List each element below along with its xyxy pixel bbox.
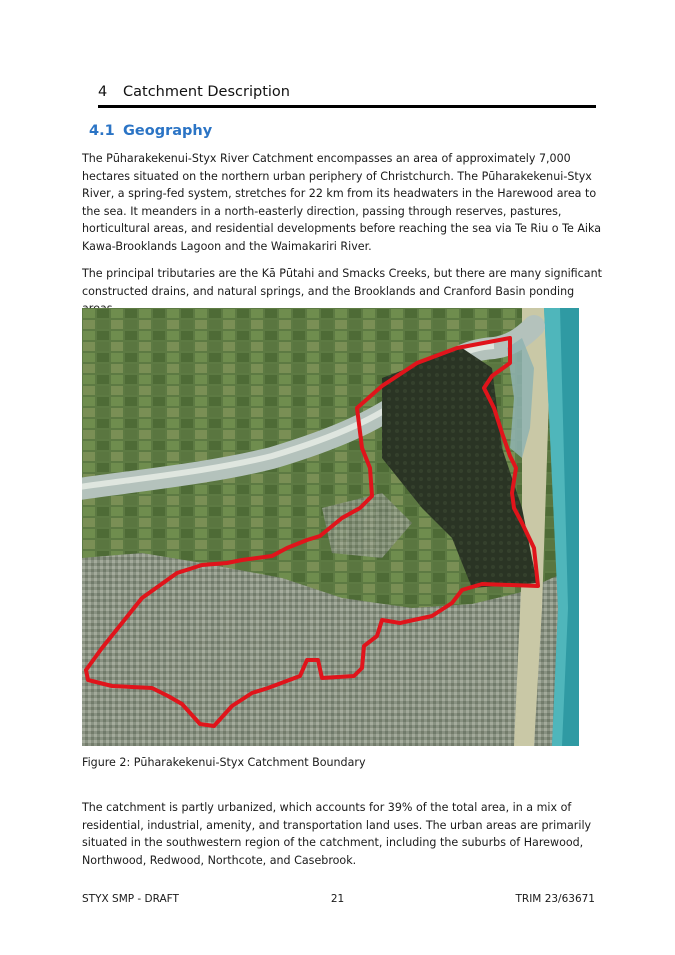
subsection-number: 4.1 xyxy=(89,123,115,139)
footer-trim-reference: TRIM 23/63671 xyxy=(515,893,595,905)
satellite-map xyxy=(82,308,579,746)
footer-document-label: STYX SMP - DRAFT xyxy=(82,893,179,905)
paragraph-geography-overview: The Pūharakekenui-Styx River Catchment encompasses an area of approximately 7,000 hectares situated on the northern urban periphery of Christchurch. The Pūharakekenui-Styx River, a spring-fed system, stretches for 22 km from its headwaters in the Harewood area to the sea. It meanders in a north-easterly direction, passing through reserves, pastures, horticultural areas, and residential developments before reaching the sea via Te Riu o Te Aika Kawa-Brooklands Lagoon and the Waimakariri River. xyxy=(82,152,602,253)
paragraph-tributaries: The principal tributaries are the Kā Pūtahi and Smacks Creeks, but there are many significant constructed drains, and natural springs, and the Brooklands and Cranford Basin ponding xyxy=(82,267,602,298)
catchment-map-figure xyxy=(82,308,579,746)
section-title: Catchment Description xyxy=(123,84,290,100)
footer-page-number: 21 xyxy=(330,893,345,905)
section-number: 4 xyxy=(98,84,108,100)
section-heading xyxy=(98,82,596,102)
subsection-title: Geography xyxy=(123,123,213,139)
subsection-heading xyxy=(89,121,212,141)
paragraph-urbanisation: The catchment is partly urbanized, which accounts for 39% of the total area, in a mix of residential, industrial, amenity, and transportation land uses. The urban areas are primarily situated in the southwestern region of the catchment, including the suburbs of Harewood, Northwood, Redwood, Northcote, and Casebrook. xyxy=(82,801,592,867)
figure-caption: Figure 2: Pūharakekenui-Styx Catchment Boundary xyxy=(82,756,366,769)
section-rule xyxy=(98,105,596,108)
